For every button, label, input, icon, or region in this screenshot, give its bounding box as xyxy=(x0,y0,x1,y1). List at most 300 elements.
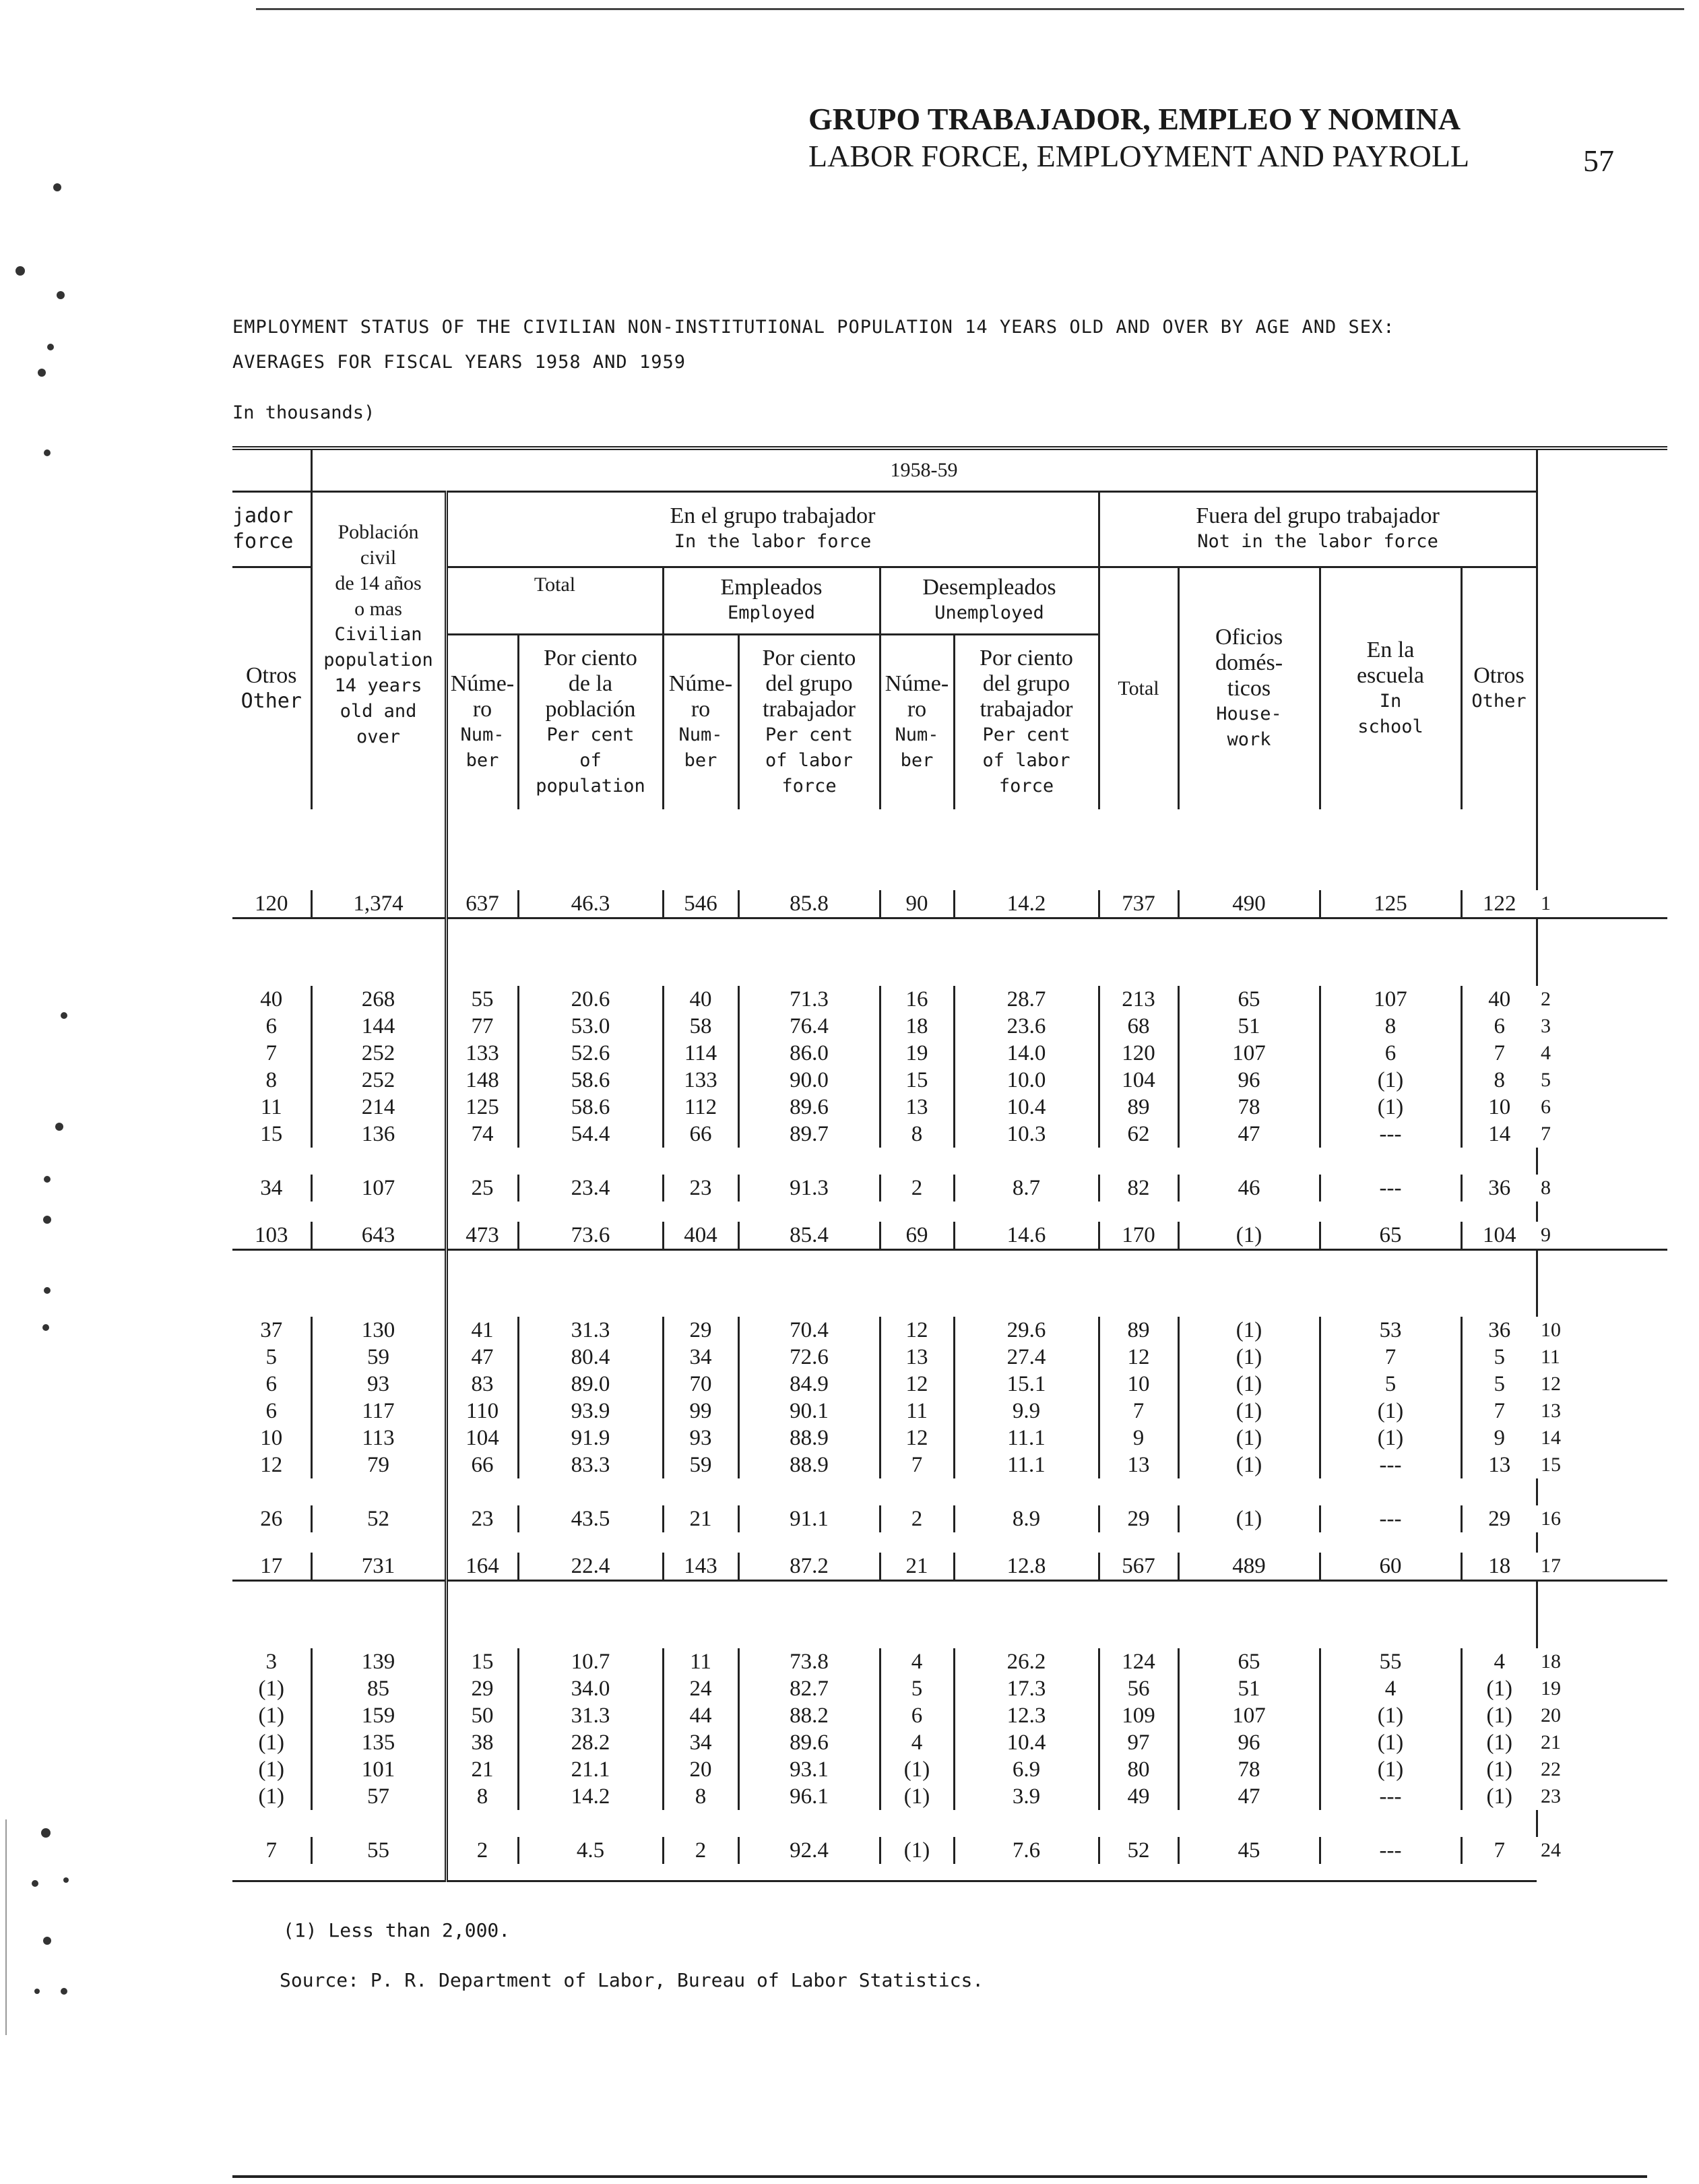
other-labor-force-cell: (1) xyxy=(258,1703,284,1728)
table-row xyxy=(232,1317,1667,1344)
unemployed-number-cell: 90 xyxy=(880,890,954,918)
table-row xyxy=(232,1675,1667,1702)
other-not-in-lf-cell: (1) xyxy=(1461,1675,1537,1702)
labor-force-left-header xyxy=(232,491,311,567)
table-row xyxy=(232,1702,1667,1729)
total-header: Total xyxy=(446,567,663,634)
line-number: 18 xyxy=(1541,1650,1562,1673)
unemployed-pct-cell: 11.1 xyxy=(954,1452,1099,1478)
other-labor-force-cell: 103 xyxy=(255,1222,288,1247)
nlf-total-cell: 89 xyxy=(1099,1317,1178,1344)
nlf-total-cell: 62 xyxy=(1099,1121,1178,1148)
civilian-population-cell: 79 xyxy=(311,1452,446,1478)
housework-cell: 96 xyxy=(1178,1067,1320,1094)
other-labor-force-cell: 11 xyxy=(260,1094,282,1119)
total-number-en-1: Num- xyxy=(460,724,505,745)
employed-en: Employed xyxy=(727,602,816,623)
nlf-total-cell: 213 xyxy=(1099,986,1178,1013)
unemployed-pct-cell: 10.4 xyxy=(954,1729,1099,1756)
employed-number-cell: 29 xyxy=(663,1317,738,1344)
unemployed-pct-cell: 17.3 xyxy=(954,1675,1099,1702)
unemployed-pct-cell: 12.3 xyxy=(954,1702,1099,1729)
employed-number-cell: 114 xyxy=(663,1040,738,1067)
other-nlf-header xyxy=(1461,567,1537,809)
civilian-population-cell: 57 xyxy=(311,1783,446,1810)
total-number-cell: 164 xyxy=(446,1553,518,1581)
line-number: 22 xyxy=(1541,1757,1562,1780)
nlf-total-cell: 7 xyxy=(1099,1398,1178,1425)
employed-pct-es-1: Por ciento xyxy=(762,645,856,670)
nlf-total-cell: 567 xyxy=(1099,1553,1178,1581)
unemployed-pct-header xyxy=(954,634,1099,809)
other-labor-force-cell: 6 xyxy=(265,1013,277,1038)
other-not-in-lf-cell: 14 xyxy=(1461,1121,1537,1148)
housework-cell: (1) xyxy=(1178,1425,1320,1452)
housework-cell: 46 xyxy=(1178,1175,1320,1202)
housework-cell: 490 xyxy=(1178,890,1320,918)
pct-population-cell: 23.4 xyxy=(518,1175,663,1202)
population-en-4: old and xyxy=(340,700,417,722)
in-school-cell: 8 xyxy=(1320,1013,1461,1040)
unemployed-number-cell: 6 xyxy=(880,1702,954,1729)
unemployed-header xyxy=(880,567,1099,634)
employed-number-cell: 546 xyxy=(663,890,738,918)
unemployed-pct-cell: 10.0 xyxy=(954,1067,1099,1094)
table-body xyxy=(232,809,1667,1881)
unemployed-number-cell: 69 xyxy=(880,1222,954,1250)
employed-pct-cell: 82.7 xyxy=(738,1675,880,1702)
pct-population-cell: 53.0 xyxy=(518,1013,663,1040)
line-number: 1 xyxy=(1541,892,1551,914)
civilian-population-cell: 113 xyxy=(311,1425,446,1452)
other-labor-force-cell: (1) xyxy=(258,1784,284,1809)
in-school-cell: 65 xyxy=(1320,1222,1461,1250)
other-not-in-lf-cell: (1) xyxy=(1461,1756,1537,1783)
housework-cell: 489 xyxy=(1178,1553,1320,1581)
total-number-cell: 23 xyxy=(446,1505,518,1532)
total-number-cell: 104 xyxy=(446,1425,518,1452)
line-number: 13 xyxy=(1541,1400,1562,1422)
pct-population-cell: 83.3 xyxy=(518,1452,663,1478)
housework-cell: (1) xyxy=(1178,1317,1320,1344)
pct-population-cell: 14.2 xyxy=(518,1783,663,1810)
line-number: 3 xyxy=(1541,1014,1551,1037)
population-en-2: population xyxy=(323,649,433,670)
civilian-population-cell: 59 xyxy=(311,1344,446,1371)
employed-pct-cell: 90.0 xyxy=(738,1067,880,1094)
header-spacer xyxy=(1537,567,1667,634)
other-labor-force-cell: 5 xyxy=(265,1345,277,1369)
other-labor-force-cell: 17 xyxy=(260,1554,283,1578)
housework-en-1: House- xyxy=(1216,703,1282,724)
employed-pct-header xyxy=(738,634,880,809)
nlf-total-cell: 29 xyxy=(1099,1505,1178,1532)
unemployed-pct-cell: 8.9 xyxy=(954,1505,1099,1532)
pct-population-es-2: de la xyxy=(568,670,613,696)
pct-population-cell: 10.7 xyxy=(518,1648,663,1675)
housework-cell: (1) xyxy=(1178,1398,1320,1425)
nlf-total-cell: 97 xyxy=(1099,1729,1178,1756)
nlf-total-cell: 89 xyxy=(1099,1094,1178,1121)
total-number-cell: 110 xyxy=(446,1398,518,1425)
total-number-header xyxy=(446,634,518,809)
page-number: 57 xyxy=(1583,144,1614,178)
employed-number-cell: 59 xyxy=(663,1452,738,1478)
pct-population-cell: 46.3 xyxy=(518,890,663,918)
unemployed-pct-cell: 3.9 xyxy=(954,1783,1099,1810)
table-row xyxy=(232,1371,1667,1398)
in-school-cell: --- xyxy=(1320,1175,1461,1202)
civilian-population-cell: 731 xyxy=(311,1553,446,1581)
unemployed-en: Unemployed xyxy=(934,602,1044,623)
unemployed-number-cell: 18 xyxy=(880,1013,954,1040)
header-spacer xyxy=(1537,448,1667,491)
other-labor-force-cell: 120 xyxy=(255,892,288,916)
employed-es: Empleados xyxy=(720,575,823,600)
line-number: 11 xyxy=(1541,1346,1560,1368)
employed-pct-cell: 72.6 xyxy=(738,1344,880,1371)
other-labor-force-cell: 7 xyxy=(265,1040,277,1065)
employed-pct-cell: 91.1 xyxy=(738,1505,880,1532)
other-labor-force-cell: 7 xyxy=(265,1838,277,1863)
period-header: 1958-59 xyxy=(311,448,1537,491)
unemployed-number-cell: (1) xyxy=(880,1837,954,1864)
line-number: 14 xyxy=(1541,1427,1562,1449)
in-school-cell: (1) xyxy=(1320,1094,1461,1121)
civilian-population-cell: 159 xyxy=(311,1702,446,1729)
unemployed-pct-es-1: Por ciento xyxy=(980,645,1073,670)
unemployed-pct-cell: 14.6 xyxy=(954,1222,1099,1250)
housework-en-2: work xyxy=(1227,728,1271,750)
other-not-in-lf-cell: 122 xyxy=(1461,890,1537,918)
in-school-cell: --- xyxy=(1320,1452,1461,1478)
nlf-total-cell: 82 xyxy=(1099,1175,1178,1202)
housework-es-3: ticos xyxy=(1227,675,1271,701)
pct-population-cell: 28.2 xyxy=(518,1729,663,1756)
total-number-cell: 47 xyxy=(446,1344,518,1371)
employed-number-cell: 66 xyxy=(663,1121,738,1148)
population-header xyxy=(311,491,446,809)
employed-number-cell: 58 xyxy=(663,1013,738,1040)
unemployed-number-cell: 11 xyxy=(880,1398,954,1425)
pct-population-es-3: población xyxy=(545,696,636,722)
line-number: 9 xyxy=(1541,1223,1551,1246)
header-spacer xyxy=(1537,491,1667,567)
civilian-population-cell: 135 xyxy=(311,1729,446,1756)
unemployed-number-cell: 5 xyxy=(880,1675,954,1702)
in-school-cell: (1) xyxy=(1320,1729,1461,1756)
row-gap xyxy=(232,1249,1667,1317)
employed-pct-cell: 85.8 xyxy=(738,890,880,918)
housework-es-1: Oficios xyxy=(1215,624,1283,650)
line-number: 19 xyxy=(1541,1677,1562,1699)
table-row xyxy=(232,1425,1667,1452)
civilian-population-cell: 52 xyxy=(311,1505,446,1532)
unemployed-pct-en-2: of labor xyxy=(982,749,1070,771)
table-row xyxy=(232,1067,1667,1094)
in-labor-force-header xyxy=(446,491,1099,567)
header-corner xyxy=(232,448,311,491)
table-row xyxy=(232,1452,1667,1478)
in-school-cell: 6 xyxy=(1320,1040,1461,1067)
other-not-in-lf-cell: 13 xyxy=(1461,1452,1537,1478)
employed-pct-cell: 90.1 xyxy=(738,1398,880,1425)
employed-pct-cell: 87.2 xyxy=(738,1553,880,1581)
housework-cell: 65 xyxy=(1178,1648,1320,1675)
other-not-in-lf-cell: 40 xyxy=(1461,986,1537,1013)
in-school-cell: (1) xyxy=(1320,1756,1461,1783)
other-labor-force-cell: 6 xyxy=(265,1399,277,1423)
other-not-in-lf-cell: 7 xyxy=(1461,1040,1537,1067)
civilian-population-cell: 117 xyxy=(311,1398,446,1425)
row-gap xyxy=(232,809,1667,890)
other-not-in-lf-cell: (1) xyxy=(1461,1729,1537,1756)
other-es: Otros xyxy=(245,662,297,688)
row-gap xyxy=(232,1532,1667,1553)
unemployed-number-cell: 12 xyxy=(880,1425,954,1452)
nlf-total-cell: 56 xyxy=(1099,1675,1178,1702)
other-nlf-en: Other xyxy=(1471,690,1527,712)
table-row xyxy=(232,1222,1667,1250)
population-en-5: over xyxy=(356,726,401,747)
not-in-labor-force-en: Not in the labor force xyxy=(1197,531,1438,552)
nlf-total-cell: 124 xyxy=(1099,1648,1178,1675)
civilian-population-cell: 1,374 xyxy=(311,890,446,918)
in-school-cell: 55 xyxy=(1320,1648,1461,1675)
line-number: 17 xyxy=(1541,1555,1562,1577)
nlf-total-cell: 68 xyxy=(1099,1013,1178,1040)
unemployed-pct-cell: 9.9 xyxy=(954,1398,1099,1425)
nlf-total-cell: 10 xyxy=(1099,1371,1178,1398)
employed-number-cell: 2 xyxy=(663,1837,738,1864)
in-school-cell: 60 xyxy=(1320,1553,1461,1581)
table-row xyxy=(232,1121,1667,1148)
other-not-in-lf-cell: 104 xyxy=(1461,1222,1537,1250)
other-not-in-lf-cell: 7 xyxy=(1461,1837,1537,1864)
population-en-3: 14 years xyxy=(334,675,422,696)
unemployed-pct-cell: 14.2 xyxy=(954,890,1099,918)
not-in-labor-force-es: Fuera del grupo trabajador xyxy=(1196,503,1440,528)
unemployed-number-header xyxy=(880,634,954,809)
unemployed-number-cell: 2 xyxy=(880,1505,954,1532)
in-school-cell: (1) xyxy=(1320,1425,1461,1452)
civilian-population-cell: 130 xyxy=(311,1317,446,1344)
employed-number-cell: 133 xyxy=(663,1067,738,1094)
table-row xyxy=(232,1648,1667,1675)
total-number-en-2: ber xyxy=(466,749,499,771)
table-row xyxy=(232,1505,1667,1532)
pct-population-cell: 43.5 xyxy=(518,1505,663,1532)
employed-number-cell: 24 xyxy=(663,1675,738,1702)
other-labor-force-cell: 34 xyxy=(260,1175,283,1200)
other-not-in-lf-cell: 29 xyxy=(1461,1505,1537,1532)
row-gap xyxy=(232,918,1667,986)
total-number-cell: 25 xyxy=(446,1175,518,1202)
housework-cell: (1) xyxy=(1178,1452,1320,1478)
nlf-total-cell: 52 xyxy=(1099,1837,1178,1864)
in-school-cell: (1) xyxy=(1320,1398,1461,1425)
pct-population-cell: 58.6 xyxy=(518,1067,663,1094)
total-number-cell: 55 xyxy=(446,986,518,1013)
total-number-cell: 8 xyxy=(446,1783,518,1810)
employed-number-cell: 44 xyxy=(663,1702,738,1729)
employed-pct-cell: 76.4 xyxy=(738,1013,880,1040)
pct-population-cell: 34.0 xyxy=(518,1675,663,1702)
total-number-cell: 21 xyxy=(446,1756,518,1783)
line-number: 12 xyxy=(1541,1373,1562,1395)
bottom-border-line xyxy=(232,2175,1647,2178)
total-number-es-2: ro xyxy=(472,696,492,722)
other-labor-force-cell: (1) xyxy=(258,1757,284,1782)
unemployed-number-cell: 12 xyxy=(880,1317,954,1344)
unemployed-pct-en-3: force xyxy=(998,775,1054,797)
unemployed-number-es-2: ro xyxy=(907,696,927,722)
other-not-in-lf-cell: 10 xyxy=(1461,1094,1537,1121)
pct-population-cell: 73.6 xyxy=(518,1222,663,1250)
other-labor-force-cell: 12 xyxy=(260,1453,283,1477)
line-number: 6 xyxy=(1541,1095,1551,1118)
housework-cell: 51 xyxy=(1178,1013,1320,1040)
line-number: 21 xyxy=(1541,1730,1562,1753)
unemployed-pct-cell: 27.4 xyxy=(954,1344,1099,1371)
unemployed-pct-cell: 26.2 xyxy=(954,1648,1099,1675)
other-labor-force-cell: 40 xyxy=(260,987,283,1011)
employed-number-cell: 23 xyxy=(663,1175,738,1202)
civilian-population-cell: 252 xyxy=(311,1040,446,1067)
civilian-population-cell: 268 xyxy=(311,986,446,1013)
unemployed-number-cell: 4 xyxy=(880,1648,954,1675)
header-spacer xyxy=(1537,634,1667,809)
employed-number-cell: 99 xyxy=(663,1398,738,1425)
table-row xyxy=(232,1094,1667,1121)
row-gap xyxy=(232,1202,1667,1222)
table-row xyxy=(232,1553,1667,1581)
pct-population-cell: 22.4 xyxy=(518,1553,663,1581)
unemployed-number-cell: 15 xyxy=(880,1067,954,1094)
nlf-total-cell: 80 xyxy=(1099,1756,1178,1783)
employed-pct-cell: 85.4 xyxy=(738,1222,880,1250)
unemployed-number-en-2: ber xyxy=(900,749,934,771)
housework-cell: 47 xyxy=(1178,1121,1320,1148)
employed-pct-es-3: trabajador xyxy=(763,696,856,722)
other-labor-force-cell: 3 xyxy=(265,1649,277,1674)
population-es-3: de 14 años xyxy=(335,571,422,594)
employed-pct-cell: 86.0 xyxy=(738,1040,880,1067)
school-en-1: In xyxy=(1379,690,1402,712)
unemployed-number-cell: 13 xyxy=(880,1094,954,1121)
unemployed-pct-cell: 29.6 xyxy=(954,1317,1099,1344)
other-labor-force-cell: 6 xyxy=(265,1372,277,1396)
employed-pct-cell: 96.1 xyxy=(738,1783,880,1810)
employed-number-cell: 34 xyxy=(663,1729,738,1756)
in-school-cell: (1) xyxy=(1320,1067,1461,1094)
employed-number-header xyxy=(663,634,738,809)
employed-pct-en-3: force xyxy=(781,775,837,797)
civilian-population-cell: 93 xyxy=(311,1371,446,1398)
total-number-cell: 29 xyxy=(446,1675,518,1702)
unemployed-number-cell: (1) xyxy=(880,1783,954,1810)
school-es-1: En la xyxy=(1366,637,1415,662)
unemployed-pct-cell: 8.7 xyxy=(954,1175,1099,1202)
in-school-cell: 53 xyxy=(1320,1317,1461,1344)
total-number-cell: 148 xyxy=(446,1067,518,1094)
school-en-2: school xyxy=(1357,716,1423,737)
employed-number-cell: 34 xyxy=(663,1344,738,1371)
housework-cell: 51 xyxy=(1178,1675,1320,1702)
pct-population-cell: 52.6 xyxy=(518,1040,663,1067)
other-not-in-lf-cell: 8 xyxy=(1461,1067,1537,1094)
pct-population-cell: 91.9 xyxy=(518,1425,663,1452)
section-title-spanish: GRUPO TRABAJADOR, EMPLEO Y NOMINA xyxy=(808,102,1461,136)
housework-cell: 45 xyxy=(1178,1837,1320,1864)
unemployed-pct-cell: 7.6 xyxy=(954,1837,1099,1864)
housework-cell: 65 xyxy=(1178,986,1320,1013)
unemployed-number-cell: (1) xyxy=(880,1756,954,1783)
total-number-es-1: Núme- xyxy=(450,670,515,696)
table-row xyxy=(232,890,1667,918)
unemployed-number-cell: 4 xyxy=(880,1729,954,1756)
pct-population-cell: 58.6 xyxy=(518,1094,663,1121)
other-labor-force-cell: 10 xyxy=(260,1426,283,1450)
not-in-labor-force-header xyxy=(1099,491,1537,567)
civilian-population-cell: 85 xyxy=(311,1675,446,1702)
housework-cell: (1) xyxy=(1178,1371,1320,1398)
in-school-cell: 125 xyxy=(1320,890,1461,918)
pct-population-cell: 31.3 xyxy=(518,1317,663,1344)
other-not-in-lf-cell: 7 xyxy=(1461,1398,1537,1425)
nlf-total-cell: 120 xyxy=(1099,1040,1178,1067)
source-note: Source: P. R. Department of Labor, Bureau of Labor Statistics. xyxy=(280,1969,984,1991)
population-en-1: Civilian xyxy=(334,623,422,645)
employed-pct-cell: 88.2 xyxy=(738,1702,880,1729)
line-number: 20 xyxy=(1541,1704,1562,1726)
other-not-in-lf-cell: 18 xyxy=(1461,1553,1537,1581)
nlf-total-cell: 170 xyxy=(1099,1222,1178,1250)
employed-pct-cell: 88.9 xyxy=(738,1425,880,1452)
employed-pct-es-2: del grupo xyxy=(765,670,853,696)
unemployed-number-cell: 16 xyxy=(880,986,954,1013)
table-row xyxy=(232,1013,1667,1040)
civilian-population-cell: 144 xyxy=(311,1013,446,1040)
total-number-cell: 50 xyxy=(446,1702,518,1729)
unemployed-pct-cell: 28.7 xyxy=(954,986,1099,1013)
unemployed-number-cell: 8 xyxy=(880,1121,954,1148)
other-labor-force-cell: 8 xyxy=(265,1067,277,1092)
housework-cell: 78 xyxy=(1178,1094,1320,1121)
line-number: 15 xyxy=(1541,1454,1562,1476)
employed-pct-cell: 70.4 xyxy=(738,1317,880,1344)
nlf-total-cell: 12 xyxy=(1099,1344,1178,1371)
housework-cell: (1) xyxy=(1178,1505,1320,1532)
civilian-population-cell: 214 xyxy=(311,1094,446,1121)
nlf-total-cell: 104 xyxy=(1099,1067,1178,1094)
employed-pct-cell: 93.1 xyxy=(738,1756,880,1783)
employed-number-cell: 143 xyxy=(663,1553,738,1581)
pct-population-cell: 54.4 xyxy=(518,1121,663,1148)
civilian-population-cell: 136 xyxy=(311,1121,446,1148)
table-title-line-2: AVERAGES FOR FISCAL YEARS 1958 AND 1959 xyxy=(232,352,686,373)
unemployed-number-en-1: Num- xyxy=(895,724,939,745)
population-es-4: o mas xyxy=(354,597,402,620)
civilian-population-cell: 252 xyxy=(311,1067,446,1094)
housework-cell: 107 xyxy=(1178,1702,1320,1729)
nlf-total-cell: 109 xyxy=(1099,1702,1178,1729)
scan-specks xyxy=(0,0,94,2184)
labor-force-left-en: force xyxy=(232,530,294,553)
other-labor-force-cell: 37 xyxy=(260,1318,283,1342)
employed-pct-cell: 89.7 xyxy=(738,1121,880,1148)
civilian-population-cell: 643 xyxy=(311,1222,446,1250)
